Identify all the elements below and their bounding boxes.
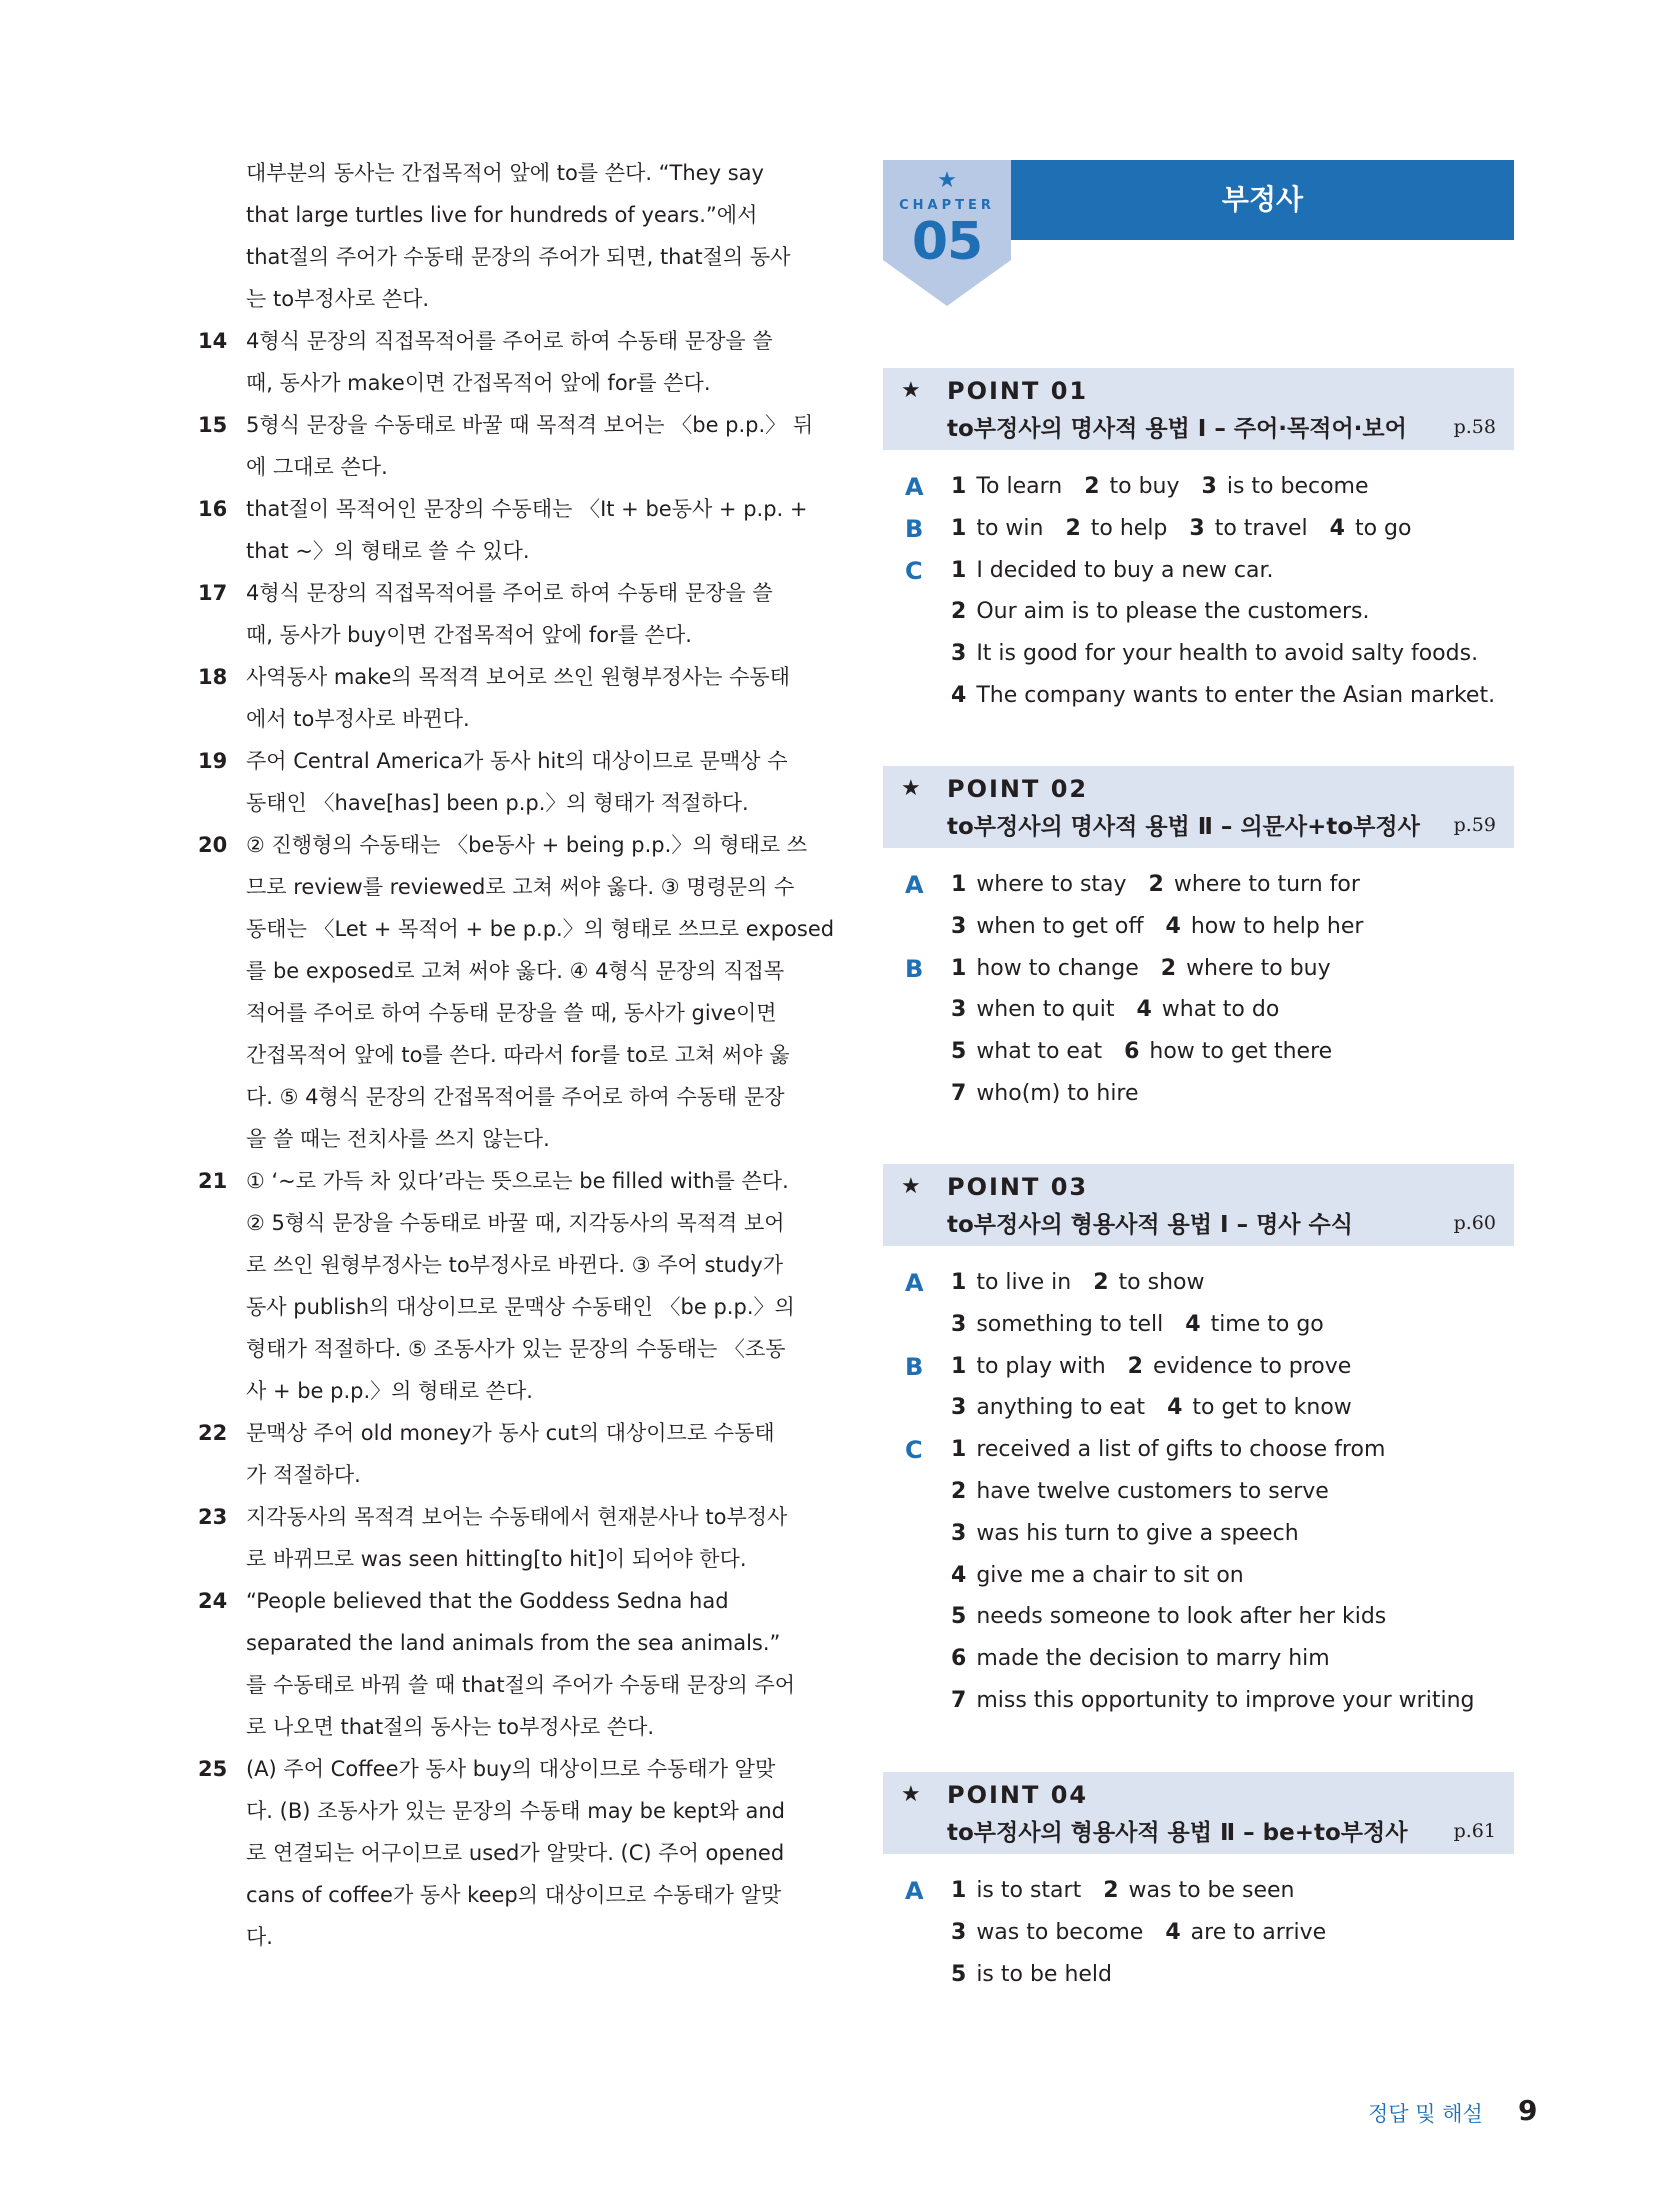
explanation-line xyxy=(198,614,830,656)
explanation-line xyxy=(198,1076,830,1118)
answer-text: was to become xyxy=(976,1919,1144,1945)
answer-text: evidence to prove xyxy=(1152,1353,1352,1379)
star-icon: ★ xyxy=(901,1174,921,1199)
explanation-text: 를 수동태로 바꿔 쓸 때 that절의 주어가 수동태 문장의 주어 xyxy=(246,1673,796,1697)
explanation-text: 다. xyxy=(246,1925,273,1949)
explanation-text: 때, 동사가 buy이면 간접목적어 앞에 for를 쓴다. xyxy=(246,623,692,647)
answer-number: 6 xyxy=(1124,1039,1140,1065)
answer-number: 4 xyxy=(1165,913,1181,939)
answer-text: to win xyxy=(976,515,1044,541)
answer-number: 2 xyxy=(951,599,967,625)
point-header xyxy=(883,1772,1514,1854)
answer-number: 3 xyxy=(1189,515,1205,541)
explanation-line xyxy=(198,1790,830,1832)
point-label: POINT 02 xyxy=(947,775,1089,803)
explanation-text: 4형식 문장의 직접목적어를 주어로 하여 수동태 문장을 쓸 xyxy=(246,329,773,353)
answer-number: 5 xyxy=(951,1604,967,1630)
answer-number: 2 xyxy=(1103,1878,1119,1903)
page-number: 9 xyxy=(1518,2094,1538,2127)
answer-items xyxy=(951,466,1391,508)
answer-number: 6 xyxy=(951,1646,967,1672)
explanation-line xyxy=(198,1328,830,1370)
answer-text: to live in xyxy=(976,1270,1072,1295)
question-number: 15 xyxy=(198,413,228,437)
chapter-star-icon: ★ xyxy=(937,168,957,193)
point-header xyxy=(883,368,1514,450)
answer-number: 5 xyxy=(951,1039,967,1065)
section-letter: C xyxy=(905,556,923,585)
explanation-line xyxy=(198,530,830,572)
answer-text: something to tell xyxy=(976,1311,1164,1337)
explanation-line xyxy=(198,698,830,740)
point-header xyxy=(883,1164,1514,1246)
answer-text: anything to eat xyxy=(976,1395,1146,1421)
question-number: 19 xyxy=(198,749,228,773)
answer-number: 1 xyxy=(951,557,967,583)
explanation-text: ② 진행형의 수동태는 〈be동사 + being p.p.〉의 형태로 쓰 xyxy=(246,833,808,857)
point-title: to부정사의 명사적 용법 Ⅱ – 의문사+to부정사 xyxy=(947,814,1420,840)
answer-items xyxy=(951,675,1517,717)
answer-number: 4 xyxy=(1136,997,1152,1023)
answer-items xyxy=(951,1954,1134,1996)
answer-text: to go xyxy=(1354,515,1412,541)
explanation-text: 때, 동사가 make이면 간접목적어 앞에 for를 쓴다. xyxy=(246,371,711,395)
answer-number: 3 xyxy=(951,1520,967,1546)
explanation-line xyxy=(198,992,830,1034)
answer-text: was his turn to give a speech xyxy=(976,1520,1299,1546)
explanation-text: 다. (B) 조동사가 있는 문장의 수동태 may be kept와 and xyxy=(246,1799,785,1823)
question-number: 17 xyxy=(198,581,228,605)
answer-number: 5 xyxy=(951,1961,967,1987)
explanation-line xyxy=(198,1748,830,1790)
explanation-line xyxy=(198,1244,830,1286)
explanation-text: 로 나오면 that절의 동사는 to부정사로 쓴다. xyxy=(246,1715,655,1739)
answer-text: when to get off xyxy=(976,913,1144,939)
point-label: POINT 01 xyxy=(947,377,1089,405)
answer-items xyxy=(951,1870,1317,1912)
explanation-line xyxy=(198,1874,830,1916)
section-letter: A xyxy=(905,473,924,501)
question-number: 25 xyxy=(198,1757,228,1781)
point-title: to부정사의 형용사적 용법 Ⅰ – 명사 수식 xyxy=(947,1212,1353,1238)
section-letter: A xyxy=(905,1877,924,1905)
explanation-text: 지각동사의 목적격 보어는 수동태에서 현재분사나 to부정사 xyxy=(246,1505,788,1529)
answer-text: when to quit xyxy=(976,997,1115,1023)
question-number: 20 xyxy=(198,833,228,857)
explanation-text: (A) 주어 Coffee가 동사 buy의 대상이므로 수동태가 알맞 xyxy=(246,1757,776,1781)
question-number: 23 xyxy=(198,1505,228,1529)
explanation-text: ② 5형식 문장을 수동태로 바꿀 때, 지각동사의 목적격 보어 xyxy=(246,1211,785,1235)
answer-text: time to go xyxy=(1210,1311,1324,1337)
point-title: to부정사의 명사적 용법 Ⅰ – 주어·목적어·보어 xyxy=(947,416,1407,442)
explanation-line xyxy=(198,1622,830,1664)
answer-number: 4 xyxy=(951,683,967,708)
answer-text: where to buy xyxy=(1186,955,1331,981)
section-letter: B xyxy=(905,954,924,983)
answer-items xyxy=(951,1073,1161,1115)
answer-number: 1 xyxy=(951,474,967,499)
explanation-text: 로 연결되는 어구이므로 used가 알맞다. (C) 주어 opened xyxy=(246,1841,785,1865)
answer-items xyxy=(951,1638,1352,1680)
answer-text: I decided to buy a new car. xyxy=(976,557,1274,583)
explanation-line xyxy=(198,950,830,992)
answer-items xyxy=(951,1555,1266,1597)
answer-text: is to be held xyxy=(976,1961,1113,1987)
answer-text: was to be seen xyxy=(1128,1878,1295,1903)
answer-text: give me a chair to sit on xyxy=(976,1562,1244,1588)
answer-items xyxy=(951,1912,1348,1954)
star-icon: ★ xyxy=(901,776,921,801)
point-label: POINT 03 xyxy=(947,1173,1089,1201)
answer-number: 4 xyxy=(1165,1919,1181,1945)
answer-items xyxy=(951,1346,1373,1388)
answer-text: to play with xyxy=(976,1353,1106,1379)
answer-number: 2 xyxy=(1093,1270,1109,1295)
star-icon: ★ xyxy=(901,1782,921,1807)
explanation-text: 대부분의 동사는 간접목적어 앞에 to를 쓴다. “They say xyxy=(246,161,764,185)
explanation-line xyxy=(198,1118,830,1160)
answer-items xyxy=(951,1596,1408,1638)
explanation-line xyxy=(198,1286,830,1328)
answer-number: 2 xyxy=(1065,515,1081,541)
explanation-text: 문맥상 주어 old money가 동사 cut의 대상이므로 수동태 xyxy=(246,1421,775,1445)
answer-text: Our aim is to please the customers. xyxy=(976,599,1370,625)
answer-items xyxy=(951,1262,1226,1304)
answer-number: 3 xyxy=(951,641,967,667)
explanation-line xyxy=(198,1160,830,1202)
explanation-text: 사 + be p.p.〉의 형태로 쓴다. xyxy=(246,1379,533,1403)
explanation-line xyxy=(198,1706,830,1748)
answer-text: to travel xyxy=(1214,515,1308,541)
explanation-text: 는 to부정사로 쓴다. xyxy=(246,287,430,311)
answer-number: 2 xyxy=(1160,955,1177,981)
explanation-text: that절의 주어가 수동태 문장의 주어가 되면, that절의 동사 xyxy=(246,245,791,269)
explanation-text: 로 쓰인 원형부정사는 to부정사로 바뀐다. ③ 주어 study가 xyxy=(246,1253,783,1277)
answer-number: 3 xyxy=(951,913,967,939)
explanation-line xyxy=(198,320,830,362)
explanation-line xyxy=(198,866,830,908)
question-number: 22 xyxy=(198,1421,228,1445)
explanation-text: 를 be exposed로 고쳐 써야 옳다. ④ 4형식 문장의 직접목 xyxy=(246,959,785,983)
explanation-line xyxy=(198,404,830,446)
explanation-text: 주어 Central America가 동사 hit의 대상이므로 문맥상 수 xyxy=(246,749,788,773)
answer-number: 3 xyxy=(951,1919,967,1945)
answer-items xyxy=(951,989,1301,1031)
explanation-line xyxy=(198,1496,830,1538)
explanation-text: 을 쓸 때는 전치사를 쓰지 않는다. xyxy=(246,1127,550,1151)
answer-items xyxy=(951,906,1385,948)
answer-number: 4 xyxy=(1185,1311,1201,1337)
answer-text: to buy xyxy=(1109,474,1180,499)
answer-items xyxy=(951,550,1296,592)
question-number: 16 xyxy=(198,497,228,521)
answer-text: have twelve customers to serve xyxy=(976,1479,1329,1504)
answer-text: to help xyxy=(1090,515,1168,541)
section-letter: C xyxy=(905,1436,923,1465)
answer-number: 4 xyxy=(1329,515,1345,541)
question-number: 24 xyxy=(198,1589,228,1613)
chapter-word: CHAPTER xyxy=(899,198,995,213)
explanation-line xyxy=(198,152,830,194)
answer-number: 1 xyxy=(951,515,967,541)
answer-text: who(m) to hire xyxy=(976,1081,1139,1106)
answer-text: how to get there xyxy=(1149,1039,1333,1065)
explanation-line xyxy=(198,1538,830,1580)
answer-number: 2 xyxy=(1148,872,1164,897)
answer-number: 7 xyxy=(951,1081,967,1106)
answer-items xyxy=(951,948,1353,990)
answer-number: 3 xyxy=(951,1311,967,1337)
star-icon: ★ xyxy=(901,378,921,403)
explanation-line xyxy=(198,1454,830,1496)
section-letter: B xyxy=(905,1352,924,1381)
explanation-text: 다. ⑤ 4형식 문장의 간접목적어를 주어로 하여 수동태 문장 xyxy=(246,1085,785,1109)
answer-text: received a list of gifts to choose from xyxy=(976,1437,1386,1463)
answer-text: how to help her xyxy=(1190,913,1364,939)
chapter-badge xyxy=(883,160,1011,306)
answer-number: 1 xyxy=(951,1437,967,1463)
answer-number: 1 xyxy=(951,1878,967,1903)
point-page-ref: p.59 xyxy=(1453,814,1496,836)
explanation-text: 동사 publish의 대상이므로 문맥상 수동태인 〈be p.p.〉의 xyxy=(246,1295,795,1319)
point-page-ref: p.58 xyxy=(1453,416,1496,438)
answer-items xyxy=(951,1304,1346,1346)
answer-items xyxy=(951,508,1433,550)
explanation-text: separated the land animals from the sea animals.” xyxy=(246,1631,781,1655)
answer-items xyxy=(951,864,1382,906)
answer-number: 2 xyxy=(1127,1353,1143,1379)
explanation-text: 동태인 〈have[has] been p.p.〉의 형태가 적절하다. xyxy=(246,791,749,815)
explanation-line xyxy=(198,488,830,530)
answer-number: 2 xyxy=(1084,474,1100,499)
answer-text: miss this opportunity to improve your writing xyxy=(976,1688,1475,1713)
answer-items xyxy=(951,633,1500,675)
answer-number: 3 xyxy=(951,997,967,1023)
answer-text: made the decision to marry him xyxy=(976,1646,1330,1672)
answer-items xyxy=(951,1429,1407,1471)
point-label: POINT 04 xyxy=(947,1781,1089,1809)
explanation-line xyxy=(198,1664,830,1706)
answer-items xyxy=(951,1471,1351,1513)
point-page-ref: p.61 xyxy=(1453,1820,1496,1842)
section-letter: A xyxy=(905,1269,924,1297)
answer-text: are to arrive xyxy=(1190,1919,1327,1945)
answer-text: is to start xyxy=(976,1878,1082,1903)
section-letter: A xyxy=(905,871,924,899)
question-number: 18 xyxy=(198,665,228,689)
point-page-ref: p.60 xyxy=(1453,1212,1496,1234)
explanation-line xyxy=(198,362,830,404)
answer-text: where to stay xyxy=(976,872,1127,897)
answer-number: 4 xyxy=(951,1562,967,1588)
point-header xyxy=(883,766,1514,848)
explanation-text: “People believed that the Goddess Sedna had xyxy=(246,1589,729,1613)
explanation-text: that ~〉의 형태로 쓸 수 있다. xyxy=(246,539,530,563)
answer-number: 2 xyxy=(951,1479,967,1504)
answer-number: 1 xyxy=(951,872,967,897)
explanation-line xyxy=(198,1916,830,1958)
explanation-text: 가 적절하다. xyxy=(246,1463,361,1487)
answer-items xyxy=(951,1513,1321,1555)
explanation-line xyxy=(198,1034,830,1076)
answer-text: The company wants to enter the Asian market. xyxy=(976,683,1496,708)
explanation-text: 에서 to부정사로 바뀐다. xyxy=(246,707,470,731)
answer-text: needs someone to look after her kids xyxy=(976,1604,1387,1630)
explanation-text: 로 바뀌므로 was seen hitting[to hit]이 되어야 한다. xyxy=(246,1547,747,1571)
answer-number: 1 xyxy=(951,955,967,981)
explanation-text: that절이 목적어인 문장의 수동태는 〈It + be동사 + p.p. + xyxy=(246,497,808,521)
question-number: 21 xyxy=(198,1169,228,1193)
explanation-line xyxy=(198,572,830,614)
explanation-line xyxy=(198,1370,830,1412)
explanation-line xyxy=(198,824,830,866)
footer-label: 정답 및 해설 xyxy=(1368,2102,1483,2126)
answer-text: to get to know xyxy=(1192,1395,1352,1421)
left-column-explanations xyxy=(198,152,835,1958)
answer-number: 1 xyxy=(951,1353,967,1379)
explanation-text: 적어를 주어로 하여 수동태 문장을 쓸 때, 동사가 give이면 xyxy=(246,1001,777,1025)
answer-items xyxy=(951,1680,1496,1722)
answer-text: is to become xyxy=(1226,474,1369,499)
explanation-line xyxy=(198,236,830,278)
explanation-line xyxy=(198,194,830,236)
explanation-line xyxy=(198,1832,830,1874)
explanation-line xyxy=(198,908,835,950)
point-title: to부정사의 형용사적 용법 Ⅱ – be+to부정사 xyxy=(947,1820,1408,1846)
explanation-line xyxy=(198,1202,830,1244)
answer-number: 1 xyxy=(951,1270,967,1295)
explanation-text: 사역동사 make의 목적격 보어로 쓰인 원형부정사는 수동태 xyxy=(246,665,790,689)
answer-text: how to change xyxy=(976,955,1139,981)
answer-text: It is good for your health to avoid salty foods. xyxy=(976,641,1479,667)
explanation-line xyxy=(198,278,830,320)
answer-items xyxy=(951,1387,1374,1429)
section-letter: B xyxy=(905,514,924,543)
explanation-line xyxy=(198,1580,830,1622)
explanation-text: 5형식 문장을 수동태로 바꿀 때 목적격 보어는 〈be p.p.〉 뒤 xyxy=(246,413,814,437)
explanation-line xyxy=(198,1412,830,1454)
explanation-line xyxy=(198,740,830,782)
answer-text: where to turn for xyxy=(1173,872,1360,897)
explanation-line xyxy=(198,782,830,824)
explanation-text: 므로 review를 reviewed로 고쳐 써야 옳다. ③ 명령문의 수 xyxy=(246,875,795,899)
explanation-text: 4형식 문장의 직접목적어를 주어로 하여 수동태 문장을 쓸 xyxy=(246,581,773,605)
answer-number: 3 xyxy=(1201,474,1217,499)
explanation-text: 간접목적어 앞에 to를 쓴다. 따라서 for를 to로 고쳐 써야 옳 xyxy=(246,1043,790,1067)
answer-number: 7 xyxy=(951,1688,967,1713)
answer-text: to show xyxy=(1118,1270,1205,1295)
explanation-text: 형태가 적절하다. ⑤ 조동사가 있는 문장의 수동태는 〈조동 xyxy=(246,1337,786,1361)
answer-text: what to eat xyxy=(976,1039,1103,1065)
answer-items xyxy=(951,1031,1354,1073)
answer-text: what to do xyxy=(1161,997,1280,1023)
chapter-title: 부정사 xyxy=(1011,160,1514,240)
answer-number: 4 xyxy=(1167,1395,1183,1421)
explanation-line xyxy=(198,446,830,488)
answer-text: To learn xyxy=(976,474,1063,499)
chapter-number: 05 xyxy=(911,212,983,272)
explanation-line xyxy=(198,656,830,698)
explanation-text: cans of coffee가 동사 keep의 대상이므로 수동태가 알맞 xyxy=(246,1883,782,1907)
answer-items xyxy=(951,591,1392,633)
answer-number: 3 xyxy=(951,1395,967,1421)
explanation-text: 동태는 〈Let + 목적어 + be p.p.〉의 형태로 쓰므로 exposed xyxy=(246,917,835,941)
explanation-text: ① ‘~로 가득 차 있다’라는 뜻으로는 be filled with를 쓴다. xyxy=(246,1169,789,1193)
question-number: 14 xyxy=(198,329,228,353)
explanation-text: that large turtles live for hundreds of years.”에서 xyxy=(246,203,758,227)
explanation-text: 에 그대로 쓴다. xyxy=(246,455,388,479)
